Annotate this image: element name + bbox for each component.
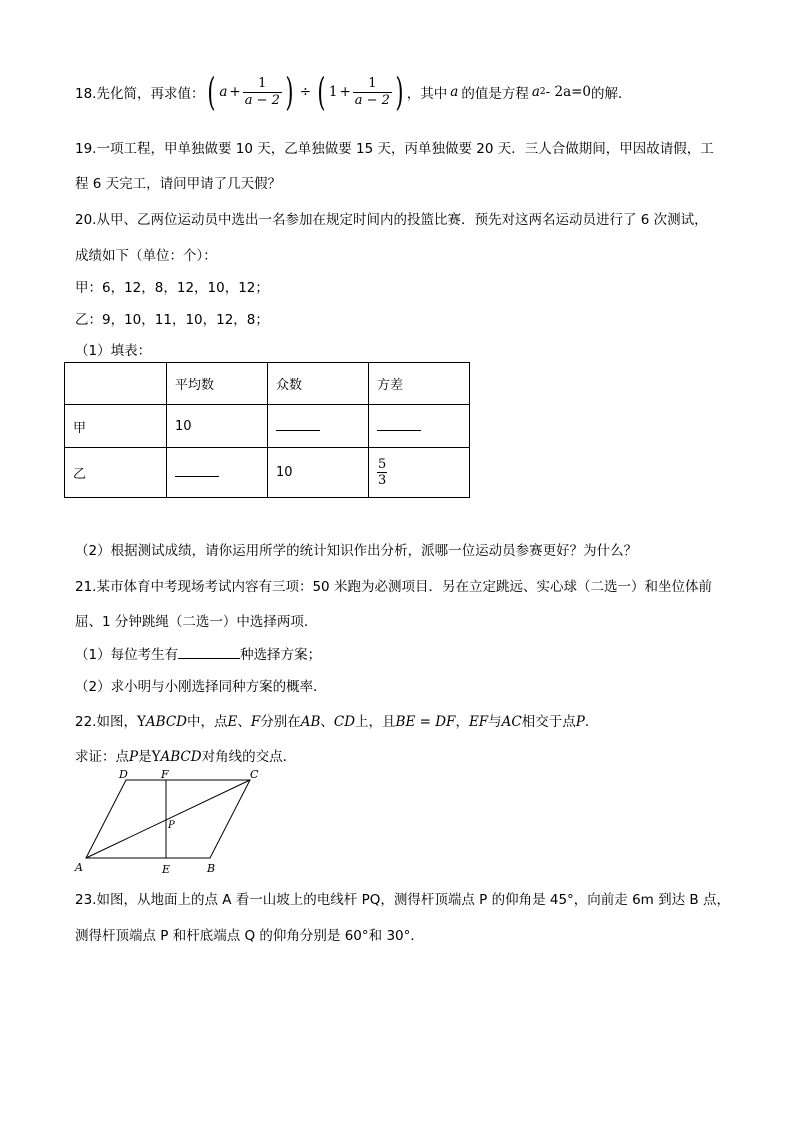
q22-BE: BE [395, 714, 416, 730]
q18-one: 1 [328, 84, 338, 100]
q22-prefix: 22.如图， [75, 714, 137, 730]
q20-jia-scores: 甲：6，12，8，12，10，12； [75, 280, 269, 296]
table-cell-yi-mean [167, 448, 268, 498]
q21-line2: 屈、1 分钟跳绳（二选一）中选择两项． [75, 614, 318, 630]
q18-plus-2: + [339, 84, 351, 100]
q22-t1: 中，点 [186, 714, 228, 730]
q20-part1: （1）填表： [75, 343, 152, 359]
variance-fraction: $\frac{5}{3}$ [378, 457, 387, 488]
q22-E: E [227, 714, 238, 730]
left-paren-2: ( [317, 70, 326, 114]
q21-part1-a: （1）每位考生有 [75, 647, 179, 663]
q22-t9: ． [584, 714, 599, 730]
blank-jia-mode [276, 418, 320, 431]
q22-t8: 相交于点 [521, 714, 576, 730]
parallelogram-figure [70, 768, 270, 880]
right-paren-2: ) [395, 70, 404, 114]
table-cell-jia-mode [268, 405, 369, 448]
q23-line2: 测得杆顶端点 P 和杆底端点 Q 的仰角分别是 60°和 30°． [75, 928, 424, 944]
table-header-mode: 众数 [268, 363, 369, 405]
label-a: A [75, 861, 83, 874]
q18-plus: + [229, 84, 241, 100]
label-e: E [162, 863, 171, 876]
table-header-mean: 平均数 [167, 363, 268, 405]
diagonal-ac [86, 780, 250, 858]
score-table [64, 362, 470, 498]
label-f: F [161, 768, 169, 781]
q22-t5: 上，且 [355, 714, 396, 730]
q18-suffix3: 的解． [591, 86, 632, 102]
q22-F: F [250, 714, 261, 730]
table-header-row [65, 363, 470, 405]
q22-P: P [575, 714, 585, 730]
q22-proof [75, 745, 296, 765]
q22-AB: AB [300, 714, 321, 730]
q23-line1: 23.如图，从地面上的点 A 看一山坡上的电线杆 PQ，测得杆顶端点 P 的仰角是 45°，向前走 6m 到达 B 点， [75, 892, 730, 908]
q22-proof-c: 对角线的交点． [201, 749, 297, 765]
q21-part1 [75, 643, 321, 663]
q22-proof-a: 求证：点 [75, 749, 129, 765]
table-row-yi [65, 448, 470, 498]
q18-eq-sup: 2 [539, 87, 546, 97]
q20-part2: （2）根据测试成绩，请你运用所学的统计知识作出分析，派哪一位运动员参赛更好？为什么？ [75, 543, 638, 559]
q18-suffix1: ，其中 [406, 86, 448, 102]
q18-fraction-2: $\frac{1}{a - 2}$ [354, 75, 390, 108]
label-b: B [207, 862, 216, 875]
blank-jia-variance [377, 418, 421, 431]
q21-blank [178, 646, 240, 659]
table-header-empty [65, 363, 167, 405]
q18-div: ÷ [299, 84, 312, 100]
q21-line1: 21.某市体育中考现场考试内容有三项：50 米跑为必测项目．另在立定跳远、实心球（二选一）和坐位体前 [75, 579, 712, 595]
right-paren-1: ) [285, 70, 294, 114]
q22-proof-P: P [129, 749, 139, 765]
q18-prefix: 18.先化简，再求值： [75, 86, 205, 102]
q22-AC: AC [501, 714, 522, 730]
q22-CD: CD [333, 714, 356, 730]
q19-line2: 程 6 天完工，请问甲请了几天假？ [75, 176, 282, 192]
q22-line1 [75, 710, 598, 730]
parallelogram-symbol: Y [136, 714, 146, 730]
q20-line1: 20.从甲、乙两位运动员中选出一名参加在规定时间内的投篮比赛．预先对这两名运动员进行了 6 次测试， [75, 212, 708, 228]
q22-t6: ， [455, 714, 469, 730]
table-cell-yi-name: 乙 [65, 448, 167, 498]
q22-EF: EF [468, 714, 489, 730]
q22-t2: 、 [237, 714, 251, 730]
table-row-jia [65, 405, 470, 448]
q20-line2: 成绩如下（单位：个）： [75, 248, 217, 264]
q18-eq-a: a [531, 84, 540, 100]
table-cell-jia-variance [369, 405, 470, 448]
left-paren-1: ( [207, 70, 216, 114]
label-d: D [119, 768, 128, 781]
q18-eq-rest: - 2a=0 [545, 84, 592, 100]
q20-yi-scores: 乙：9，10，11，10，12，8； [75, 312, 269, 328]
q19-line1: 19.一项工程，甲单独做要 10 天，乙单独做要 15 天，丙单独做要 20 天．三人合做期间，甲因故请假，工 [75, 141, 714, 157]
q21-part2: （2）求小明与小刚选择同种方案的概率． [75, 679, 327, 695]
q21-part1-b: 种选择方案； [240, 647, 322, 663]
table-cell-jia-name: 甲 [65, 405, 167, 448]
table-cell-jia-mean: 10 [167, 405, 268, 448]
q22-eq: = [415, 714, 436, 730]
label-c: C [250, 768, 259, 781]
q22-proof-b: 是 [138, 749, 152, 765]
q18-line [75, 70, 632, 114]
q22-proof-abcd: ABCD [160, 749, 202, 765]
q22-t7: 与 [488, 714, 502, 730]
q18-var-a: a [219, 84, 228, 100]
q22-DF: DF [435, 714, 456, 730]
table-cell-yi-mode: 10 [268, 448, 369, 498]
q18-suffix2: 的值是方程 [461, 86, 529, 102]
q22-t3: 分别在 [260, 714, 301, 730]
label-p: P [168, 820, 175, 831]
table-header-variance: 方差 [369, 363, 470, 405]
q22-abcd: ABCD [145, 714, 187, 730]
table-cell-yi-variance [369, 448, 470, 498]
q18-var-a-2: a [450, 84, 459, 100]
parallelogram-symbol-2: Y [151, 749, 161, 765]
blank-yi-mean [175, 464, 219, 477]
q22-t4: 、 [320, 714, 334, 730]
q18-fraction-1: $\frac{1}{a - 2}$ [244, 75, 280, 108]
